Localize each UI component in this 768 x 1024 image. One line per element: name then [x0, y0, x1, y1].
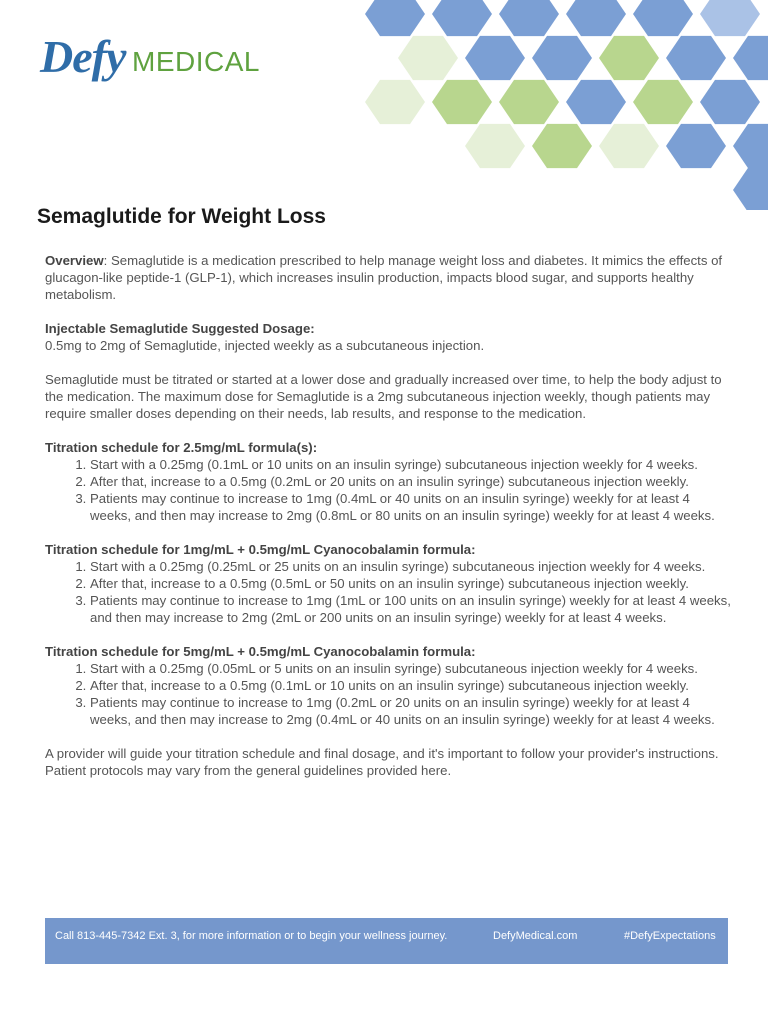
hexagon-shape [499, 80, 559, 124]
hexagon-decoration [340, 0, 768, 210]
hexagon-shape [733, 124, 768, 168]
logo-defy-text: Defy [40, 31, 126, 82]
hexagon-shape [365, 0, 425, 36]
schedule-heading: Titration schedule for 1mg/mL + 0.5mg/mL Cyanocobalamin formula: [45, 542, 476, 557]
hexagon-shape [465, 124, 525, 168]
logo-medical-text: MEDICAL [132, 46, 260, 77]
hexagon-shape [700, 80, 760, 124]
hexagon-shape [432, 80, 492, 124]
hexagon-shape [398, 36, 458, 80]
schedule-step: 2. After that, increase to a 0.5mg (0.1mL or 10 units on an insulin syringe) subcutaneous injection weekly. [90, 677, 731, 694]
hexagon-shape [365, 80, 425, 124]
hexagon-shape [733, 36, 768, 80]
schedule-step: 2. After that, increase to a 0.5mg (0.5mL or 50 units on an insulin syringe) subcutaneous injection weekly. [90, 575, 731, 592]
hexagon-shape [499, 0, 559, 36]
schedule-heading: Titration schedule for 5mg/mL + 0.5mg/mL Cyanocobalamin formula: [45, 644, 476, 659]
overview-text: : Semaglutide is a medication prescribed to help manage weight loss and diabetes. It mimics the effects of glucagon-like peptide-1 (GLP-1), which increases insulin production, impacts blood sugar, and supports healthy metabolism. [45, 253, 723, 302]
schedule-step: 2. After that, increase to a 0.5mg (0.2mL or 20 units on an insulin syringe) subcutaneous injection weekly. [90, 473, 731, 490]
hexagon-shape [566, 80, 626, 124]
hexagon-shape [633, 0, 693, 36]
schedule-list [45, 456, 731, 524]
hexagon-shape [599, 124, 659, 168]
titration-note: Semaglutide must be titrated or started at a lower dose and gradually increased over time, to help the body adjust to the medication. The maximum dose for Semaglutide is a 2mg subcutaneous injection weekly, though patients may require smaller doses depending on their needs, lab results, and response to the medication. [45, 372, 722, 421]
hexagon-shape [633, 80, 693, 124]
dosage-text: 0.5mg to 2mg of Semaglutide, injected weekly as a subcutaneous injection. [45, 338, 485, 353]
hexagon-shape [532, 36, 592, 80]
schedule-step: 3. Patients may continue to increase to 1mg (0.4mL or 40 units on an insulin syringe) weekly for at least 4 weeks, and then may increase to 2mg (0.8mL or 80 units on an insulin syringe) weekly for at least 4 weeks. [90, 490, 731, 524]
dosage-heading: Injectable Semaglutide Suggested Dosage: [45, 321, 315, 336]
hexagon-shape [700, 0, 760, 36]
hexagon-shape [666, 124, 726, 168]
footer-website-link[interactable]: DefyMedical.com [493, 930, 578, 942]
hexagon-shape [465, 36, 525, 80]
hexagon-shape [432, 0, 492, 36]
schedule-list [45, 558, 731, 626]
hexagon-shape [599, 36, 659, 80]
hexagon-shape [733, 168, 768, 210]
footer-call-text: Call 813-445-7342 Ext. 3, for more information or to begin your wellness journey. [55, 930, 448, 942]
schedule-step: 1. Start with a 0.25mg (0.1mL or 10 units on an insulin syringe) subcutaneous injection weekly for 4 weeks. [90, 456, 731, 473]
schedule-step: 3. Patients may continue to increase to 1mg (0.2mL or 20 units on an insulin syringe) weekly for at least 4 weeks, and then may increase to 2mg (0.4mL or 40 units on an insulin syringe) weekly for at least 4 weeks. [90, 694, 731, 728]
schedule-step: 3. Patients may continue to increase to 1mg (1mL or 100 units on an insulin syringe) weekly for at least 4 weeks, and then may increase to 2mg (2mL or 200 units on an insulin syringe) weekly for at least 4 weeks. [90, 592, 731, 626]
document-body [45, 252, 731, 779]
overview-label: Overview [45, 253, 104, 268]
hexagon-shape [666, 36, 726, 80]
overview-paragraph [45, 252, 731, 303]
page-title: Semaglutide for Weight Loss [37, 205, 326, 228]
schedule-heading: Titration schedule for 2.5mg/mL formula(s): [45, 440, 318, 455]
schedule-step: 1. Start with a 0.25mg (0.25mL or 25 units on an insulin syringe) subcutaneous injection weekly for 4 weeks. [90, 558, 731, 575]
hexagon-shape [532, 124, 592, 168]
hexagon-shape [566, 0, 626, 36]
schedule-step: 1. Start with a 0.25mg (0.05mL or 5 units on an insulin syringe) subcutaneous injection weekly for 4 weeks. [90, 660, 731, 677]
footer-hashtag: #DefyExpectations [624, 930, 716, 942]
schedule-list [45, 660, 731, 728]
closing-paragraph: A provider will guide your titration schedule and final dosage, and it's important to follow your provider's instructions. Patient protocols may vary from the general guidelines provided here. [45, 746, 719, 778]
footer-bar [45, 918, 728, 964]
